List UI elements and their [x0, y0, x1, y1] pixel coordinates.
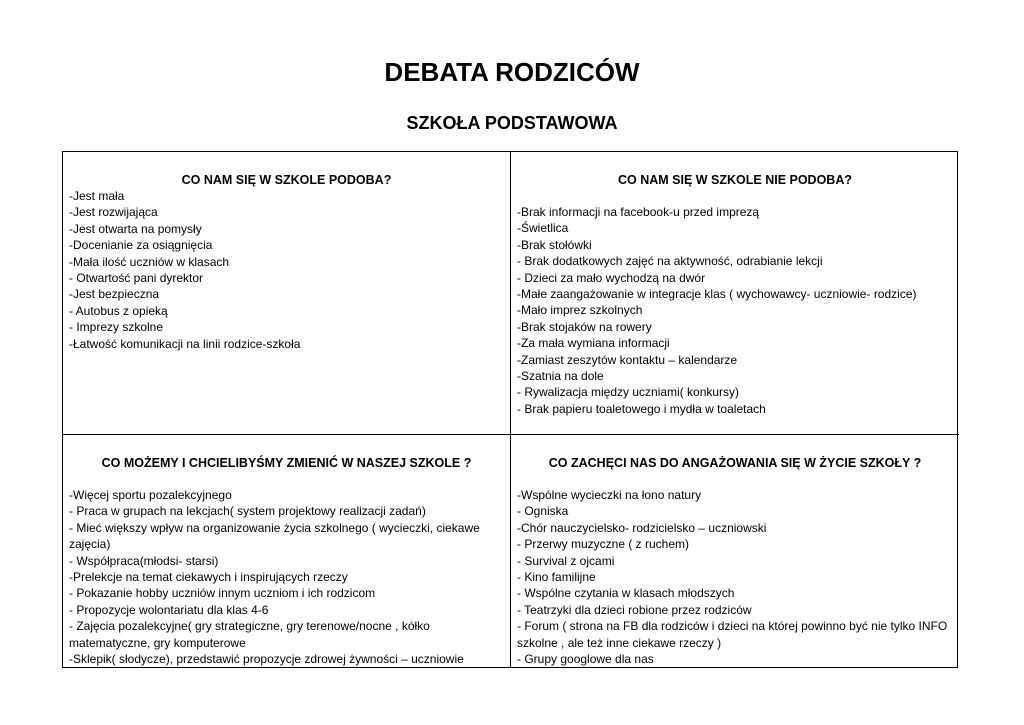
- list-item: - Kino familijne: [517, 570, 596, 585]
- list-item: - Teatrzyki dla dzieci robione przez rodziców: [517, 602, 752, 617]
- list-item: -Jest otwarta na pomysły: [69, 221, 202, 236]
- cell-heading-likes: CO NAM SIĘ W SZKOLE PODOBA?: [181, 173, 392, 187]
- list-item: -Świetlica: [517, 221, 569, 236]
- list-item: - Zajęcia pozalekcyjne( gry strategiczne, gry terenowe/nocne , kółko matematyczne, gry komputerowe: [69, 619, 430, 650]
- dislikes-list: [517, 204, 953, 417]
- list-item: -Małe zaangażowanie w integracje klas ( wychowawcy- uczniowie- rodzice): [517, 287, 917, 302]
- list-item: -Zamiast zeszytów kontaktu – kalendarze: [517, 352, 738, 367]
- list-item: -Docenianie za osiągnięcia: [69, 238, 213, 253]
- cell-heading-engagement: CO ZACHĘCI NAS DO ANGAŻOWANIA SIĘ W ŻYCIE SZKOŁY ?: [548, 456, 922, 470]
- list-item: - Survival z ojcami: [517, 553, 615, 568]
- document-title: DEBATA RODZICÓW: [384, 57, 640, 87]
- list-item: -Jest bezpieczna: [69, 287, 160, 302]
- list-item: - Imprezy szkolne: [69, 320, 164, 335]
- table-cell-likes: [63, 152, 511, 435]
- table-cell-changes: [63, 435, 511, 668]
- list-item: - Grupy googlowe dla nas: [517, 652, 654, 667]
- list-item: -Mało imprez szkolnych: [517, 303, 643, 318]
- list-item: -Za mała wymiana informacji: [517, 336, 670, 351]
- list-item: -Sklepik( słodycze), przedstawić propozycje zdrowej żywności – uczniowie: [69, 652, 464, 667]
- list-item: -Łatwość komunikacji na linii rodzice-szkoła: [69, 336, 301, 351]
- list-item: -Szatnia na dole: [517, 369, 604, 384]
- list-item: -Brak stojaków na rowery: [517, 319, 652, 334]
- cell-heading-changes: CO MOŻEMY I CHCIELIBYŚMY ZMIENIĆ W NASZEJ SZKOLE ?: [101, 456, 472, 470]
- list-item: - Wspólne czytania w klasach młodszych: [517, 586, 735, 601]
- changes-list: [69, 487, 504, 667]
- list-item: -Chór nauczycielsko- rodzicielsko – uczniowski: [517, 520, 767, 535]
- document-subtitle: SZKOŁA PODSTAWOWA: [406, 113, 618, 133]
- list-item: - Współpraca(młodsi- starsi): [69, 553, 219, 568]
- list-item: - Propozycje wolontariatu dla klas 4-6: [69, 602, 269, 617]
- list-item: -Więcej sportu pozalekcyjnego: [69, 488, 232, 502]
- list-item: -Prelekcje na temat ciekawych i inspirujących rzeczy: [69, 570, 348, 585]
- cell-heading-dislikes: CO NAM SIĘ W SZKOLE NIE PODOBA?: [617, 173, 853, 187]
- list-item: - Dzieci za mało wychodzą na dwór: [517, 270, 706, 285]
- list-item: - Pokazanie hobby uczniów innym uczniom i ich rodzicom: [69, 586, 376, 601]
- list-item: - Przerwy muzyczne ( z ruchem): [517, 537, 690, 552]
- list-item: - Autobus z opieką: [69, 303, 168, 318]
- list-item: - Brak dodatkowych zajęć na aktywność, odrabianie lekcji: [517, 254, 823, 269]
- list-item: -Jest rozwijająca: [69, 205, 158, 220]
- list-item: -Jest mała: [69, 189, 125, 203]
- list-item: - Rywalizacja między uczniami( konkursy): [517, 385, 740, 400]
- table-cell-dislikes: [511, 152, 959, 435]
- table-cell-engagement: [511, 435, 959, 668]
- list-item: -Brak stołówki: [517, 237, 592, 252]
- list-item: - Praca w grupach na lekcjach( system projektowy realizacji zadań): [69, 504, 426, 519]
- list-item: - Ogniska: [517, 504, 569, 519]
- list-item: -Mała ilość uczniów w klasach: [69, 254, 230, 269]
- list-item: - Otwartość pani dyrektor: [69, 271, 204, 286]
- list-item: - Mieć większy wpływ na organizowanie życia szkolnego ( wycieczki, ciekawe zajęcia): [69, 520, 480, 552]
- engagement-list: [517, 487, 953, 667]
- list-item: - Forum ( strona na FB dla rodziców i dzieci na której powinno być nie tylko INFO szkolne , ale też inne ciekawe rzeczy ): [517, 619, 948, 650]
- likes-list: [69, 188, 504, 352]
- list-item: - Brak papieru toaletowego i mydła w toaletach: [517, 401, 766, 416]
- list-item: -Wspólne wycieczki na łono natury: [517, 488, 702, 502]
- list-item: -Brak informacji na facebook-u przed imprezą: [517, 205, 760, 219]
- debate-table: [62, 151, 958, 668]
